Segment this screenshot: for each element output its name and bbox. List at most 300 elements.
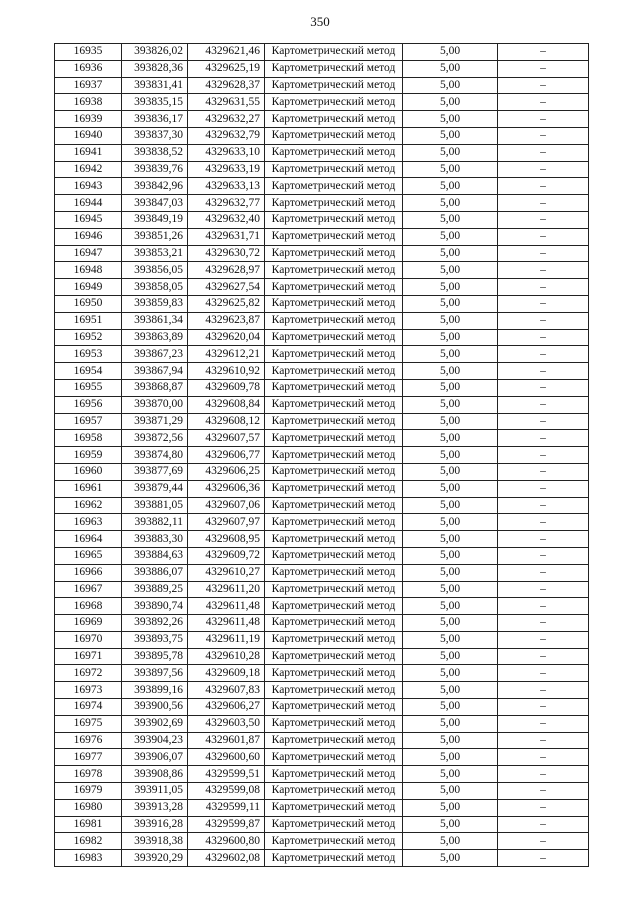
description-cell: – [498, 44, 589, 61]
method-cell: Картометрический метод [265, 547, 403, 564]
x-coordinate-cell: 393884,63 [122, 547, 188, 564]
table-row [55, 178, 589, 195]
x-coordinate-cell: 393867,23 [122, 346, 188, 363]
table-row [55, 211, 589, 228]
method-cell: Картометрический метод [265, 329, 403, 346]
description-cell: – [498, 665, 589, 682]
point-number-cell: 16951 [55, 312, 122, 329]
y-coordinate-cell: 4329607,57 [188, 430, 265, 447]
description-cell: – [498, 430, 589, 447]
method-cell: Картометрический метод [265, 295, 403, 312]
method-cell: Картометрический метод [265, 94, 403, 111]
method-cell: Картометрический метод [265, 514, 403, 531]
x-coordinate-cell: 393913,28 [122, 799, 188, 816]
table-row [55, 396, 589, 413]
point-number-cell: 16947 [55, 245, 122, 262]
point-number-cell: 16937 [55, 77, 122, 94]
point-number-cell: 16935 [55, 44, 122, 61]
description-cell: – [498, 413, 589, 430]
description-cell: – [498, 564, 589, 581]
method-cell: Картометрический метод [265, 564, 403, 581]
x-coordinate-cell: 393916,28 [122, 816, 188, 833]
table-row [55, 430, 589, 447]
y-coordinate-cell: 4329632,27 [188, 111, 265, 128]
method-cell: Картометрический метод [265, 783, 403, 800]
table-row [55, 850, 589, 867]
error-cell: 5,00 [403, 413, 498, 430]
x-coordinate-cell: 393859,83 [122, 295, 188, 312]
description-cell: – [498, 295, 589, 312]
error-cell: 5,00 [403, 665, 498, 682]
table-row [55, 77, 589, 94]
y-coordinate-cell: 4329607,83 [188, 682, 265, 699]
table-row [55, 262, 589, 279]
method-cell: Картометрический метод [265, 396, 403, 413]
description-cell: – [498, 60, 589, 77]
method-cell: Картометрический метод [265, 732, 403, 749]
y-coordinate-cell: 4329606,36 [188, 480, 265, 497]
point-number-cell: 16939 [55, 111, 122, 128]
error-cell: 5,00 [403, 295, 498, 312]
point-number-cell: 16948 [55, 262, 122, 279]
point-number-cell: 16982 [55, 833, 122, 850]
error-cell: 5,00 [403, 564, 498, 581]
y-coordinate-cell: 4329632,40 [188, 211, 265, 228]
table-row [55, 547, 589, 564]
description-cell: – [498, 598, 589, 615]
table-row [55, 631, 589, 648]
description-cell: – [498, 850, 589, 867]
table-row [55, 295, 589, 312]
x-coordinate-cell: 393892,26 [122, 615, 188, 632]
table-row [55, 682, 589, 699]
y-coordinate-cell: 4329610,27 [188, 564, 265, 581]
method-cell: Картометрический метод [265, 665, 403, 682]
description-cell: – [498, 732, 589, 749]
method-cell: Картометрический метод [265, 833, 403, 850]
error-cell: 5,00 [403, 648, 498, 665]
description-cell: – [498, 245, 589, 262]
x-coordinate-cell: 393871,29 [122, 413, 188, 430]
description-cell: – [498, 279, 589, 296]
x-coordinate-cell: 393879,44 [122, 480, 188, 497]
error-cell: 5,00 [403, 531, 498, 548]
x-coordinate-cell: 393881,05 [122, 497, 188, 514]
method-cell: Картометрический метод [265, 413, 403, 430]
description-cell: – [498, 144, 589, 161]
x-coordinate-cell: 393867,94 [122, 363, 188, 380]
point-number-cell: 16974 [55, 699, 122, 716]
description-cell: – [498, 749, 589, 766]
table-row [55, 615, 589, 632]
table-row [55, 44, 589, 61]
x-coordinate-cell: 393835,15 [122, 94, 188, 111]
x-coordinate-cell: 393911,05 [122, 783, 188, 800]
x-coordinate-cell: 393902,69 [122, 715, 188, 732]
x-coordinate-cell: 393906,07 [122, 749, 188, 766]
point-number-cell: 16968 [55, 598, 122, 615]
description-cell: – [498, 228, 589, 245]
description-cell: – [498, 799, 589, 816]
table-body [55, 44, 589, 867]
point-number-cell: 16946 [55, 228, 122, 245]
y-coordinate-cell: 4329599,11 [188, 799, 265, 816]
error-cell: 5,00 [403, 514, 498, 531]
x-coordinate-cell: 393837,30 [122, 127, 188, 144]
error-cell: 5,00 [403, 195, 498, 212]
x-coordinate-cell: 393839,76 [122, 161, 188, 178]
error-cell: 5,00 [403, 699, 498, 716]
y-coordinate-cell: 4329610,28 [188, 648, 265, 665]
x-coordinate-cell: 393904,23 [122, 732, 188, 749]
method-cell: Картометрический метод [265, 195, 403, 212]
y-coordinate-cell: 4329610,92 [188, 363, 265, 380]
table-row [55, 312, 589, 329]
point-number-cell: 16943 [55, 178, 122, 195]
x-coordinate-cell: 393856,05 [122, 262, 188, 279]
method-cell: Картометрический метод [265, 850, 403, 867]
description-cell: – [498, 178, 589, 195]
y-coordinate-cell: 4329631,71 [188, 228, 265, 245]
table-row [55, 447, 589, 464]
method-cell: Картометрический метод [265, 279, 403, 296]
y-coordinate-cell: 4329632,77 [188, 195, 265, 212]
point-number-cell: 16941 [55, 144, 122, 161]
x-coordinate-cell: 393863,89 [122, 329, 188, 346]
description-cell: – [498, 161, 589, 178]
x-coordinate-cell: 393838,52 [122, 144, 188, 161]
method-cell: Картометрический метод [265, 531, 403, 548]
point-number-cell: 16973 [55, 682, 122, 699]
error-cell: 5,00 [403, 631, 498, 648]
table-row [55, 514, 589, 531]
table-row [55, 413, 589, 430]
point-number-cell: 16944 [55, 195, 122, 212]
y-coordinate-cell: 4329608,95 [188, 531, 265, 548]
error-cell: 5,00 [403, 430, 498, 447]
description-cell: – [498, 715, 589, 732]
method-cell: Картометрический метод [265, 799, 403, 816]
description-cell: – [498, 833, 589, 850]
coordinates-table [54, 43, 589, 867]
method-cell: Картометрический метод [265, 749, 403, 766]
y-coordinate-cell: 4329633,19 [188, 161, 265, 178]
point-number-cell: 16970 [55, 631, 122, 648]
point-number-cell: 16965 [55, 547, 122, 564]
error-cell: 5,00 [403, 715, 498, 732]
method-cell: Картометрический метод [265, 615, 403, 632]
error-cell: 5,00 [403, 850, 498, 867]
y-coordinate-cell: 4329609,72 [188, 547, 265, 564]
x-coordinate-cell: 393882,11 [122, 514, 188, 531]
y-coordinate-cell: 4329607,06 [188, 497, 265, 514]
method-cell: Картометрический метод [265, 60, 403, 77]
method-cell: Картометрический метод [265, 346, 403, 363]
description-cell: – [498, 531, 589, 548]
point-number-cell: 16961 [55, 480, 122, 497]
method-cell: Картометрический метод [265, 430, 403, 447]
error-cell: 5,00 [403, 615, 498, 632]
page-number: 350 [310, 14, 330, 29]
point-number-cell: 16969 [55, 615, 122, 632]
x-coordinate-cell: 393900,56 [122, 699, 188, 716]
y-coordinate-cell: 4329606,27 [188, 699, 265, 716]
description-cell: – [498, 480, 589, 497]
y-coordinate-cell: 4329599,87 [188, 816, 265, 833]
description-cell: – [498, 195, 589, 212]
description-cell: – [498, 77, 589, 94]
point-number-cell: 16980 [55, 799, 122, 816]
y-coordinate-cell: 4329630,72 [188, 245, 265, 262]
method-cell: Картометрический метод [265, 682, 403, 699]
point-number-cell: 16954 [55, 363, 122, 380]
description-cell: – [498, 396, 589, 413]
error-cell: 5,00 [403, 497, 498, 514]
table-row [55, 279, 589, 296]
error-cell: 5,00 [403, 262, 498, 279]
error-cell: 5,00 [403, 94, 498, 111]
method-cell: Картометрический метод [265, 699, 403, 716]
x-coordinate-cell: 393920,29 [122, 850, 188, 867]
y-coordinate-cell: 4329600,80 [188, 833, 265, 850]
y-coordinate-cell: 4329608,84 [188, 396, 265, 413]
description-cell: – [498, 581, 589, 598]
description-cell: – [498, 94, 589, 111]
description-cell: – [498, 127, 589, 144]
error-cell: 5,00 [403, 279, 498, 296]
point-number-cell: 16959 [55, 447, 122, 464]
error-cell: 5,00 [403, 77, 498, 94]
method-cell: Картометрический метод [265, 631, 403, 648]
error-cell: 5,00 [403, 799, 498, 816]
description-cell: – [498, 766, 589, 783]
description-cell: – [498, 682, 589, 699]
method-cell: Картометрический метод [265, 581, 403, 598]
y-coordinate-cell: 4329601,87 [188, 732, 265, 749]
y-coordinate-cell: 4329633,13 [188, 178, 265, 195]
x-coordinate-cell: 393826,02 [122, 44, 188, 61]
table-row [55, 699, 589, 716]
x-coordinate-cell: 393886,07 [122, 564, 188, 581]
point-number-cell: 16952 [55, 329, 122, 346]
x-coordinate-cell: 393895,78 [122, 648, 188, 665]
error-cell: 5,00 [403, 547, 498, 564]
y-coordinate-cell: 4329607,97 [188, 514, 265, 531]
method-cell: Картометрический метод [265, 312, 403, 329]
y-coordinate-cell: 4329632,79 [188, 127, 265, 144]
point-number-cell: 16976 [55, 732, 122, 749]
x-coordinate-cell: 393918,38 [122, 833, 188, 850]
method-cell: Картометрический метод [265, 262, 403, 279]
description-cell: – [498, 497, 589, 514]
x-coordinate-cell: 393831,41 [122, 77, 188, 94]
y-coordinate-cell: 4329606,77 [188, 447, 265, 464]
point-number-cell: 16942 [55, 161, 122, 178]
point-number-cell: 16967 [55, 581, 122, 598]
table-row [55, 766, 589, 783]
x-coordinate-cell: 393889,25 [122, 581, 188, 598]
method-cell: Картометрический метод [265, 766, 403, 783]
table-row [55, 564, 589, 581]
table-row [55, 783, 589, 800]
error-cell: 5,00 [403, 211, 498, 228]
y-coordinate-cell: 4329611,48 [188, 598, 265, 615]
table-row [55, 144, 589, 161]
point-number-cell: 16945 [55, 211, 122, 228]
method-cell: Картометрический метод [265, 77, 403, 94]
x-coordinate-cell: 393893,75 [122, 631, 188, 648]
description-cell: – [498, 463, 589, 480]
method-cell: Картометрический метод [265, 111, 403, 128]
y-coordinate-cell: 4329623,87 [188, 312, 265, 329]
error-cell: 5,00 [403, 766, 498, 783]
description-cell: – [498, 329, 589, 346]
description-cell: – [498, 514, 589, 531]
x-coordinate-cell: 393870,00 [122, 396, 188, 413]
error-cell: 5,00 [403, 363, 498, 380]
y-coordinate-cell: 4329621,46 [188, 44, 265, 61]
point-number-cell: 16950 [55, 295, 122, 312]
point-number-cell: 16949 [55, 279, 122, 296]
point-number-cell: 16963 [55, 514, 122, 531]
y-coordinate-cell: 4329600,60 [188, 749, 265, 766]
y-coordinate-cell: 4329628,97 [188, 262, 265, 279]
method-cell: Картометрический метод [265, 648, 403, 665]
table-row [55, 715, 589, 732]
y-coordinate-cell: 4329611,19 [188, 631, 265, 648]
error-cell: 5,00 [403, 581, 498, 598]
y-coordinate-cell: 4329625,19 [188, 60, 265, 77]
error-cell: 5,00 [403, 598, 498, 615]
point-number-cell: 16979 [55, 783, 122, 800]
description-cell: – [498, 262, 589, 279]
point-number-cell: 16962 [55, 497, 122, 514]
method-cell: Картометрический метод [265, 497, 403, 514]
point-number-cell: 16983 [55, 850, 122, 867]
method-cell: Картометрический метод [265, 228, 403, 245]
x-coordinate-cell: 393890,74 [122, 598, 188, 615]
description-cell: – [498, 648, 589, 665]
error-cell: 5,00 [403, 480, 498, 497]
description-cell: – [498, 312, 589, 329]
point-number-cell: 16978 [55, 766, 122, 783]
table-row [55, 329, 589, 346]
description-cell: – [498, 211, 589, 228]
table-row [55, 497, 589, 514]
description-cell: – [498, 447, 589, 464]
table-row [55, 363, 589, 380]
table-row [55, 245, 589, 262]
description-cell: – [498, 346, 589, 363]
table-row [55, 531, 589, 548]
x-coordinate-cell: 393836,17 [122, 111, 188, 128]
x-coordinate-cell: 393861,34 [122, 312, 188, 329]
error-cell: 5,00 [403, 245, 498, 262]
description-cell: – [498, 783, 589, 800]
x-coordinate-cell: 393874,80 [122, 447, 188, 464]
y-coordinate-cell: 4329608,12 [188, 413, 265, 430]
x-coordinate-cell: 393872,56 [122, 430, 188, 447]
y-coordinate-cell: 4329599,51 [188, 766, 265, 783]
description-cell: – [498, 111, 589, 128]
method-cell: Картометрический метод [265, 363, 403, 380]
point-number-cell: 16977 [55, 749, 122, 766]
point-number-cell: 16956 [55, 396, 122, 413]
description-cell: – [498, 816, 589, 833]
y-coordinate-cell: 4329602,08 [188, 850, 265, 867]
error-cell: 5,00 [403, 783, 498, 800]
table-row [55, 732, 589, 749]
description-cell: – [498, 631, 589, 648]
x-coordinate-cell: 393858,05 [122, 279, 188, 296]
method-cell: Картометрический метод [265, 379, 403, 396]
method-cell: Картометрический метод [265, 816, 403, 833]
x-coordinate-cell: 393851,26 [122, 228, 188, 245]
error-cell: 5,00 [403, 816, 498, 833]
error-cell: 5,00 [403, 749, 498, 766]
point-number-cell: 16953 [55, 346, 122, 363]
table-row [55, 833, 589, 850]
table-row [55, 161, 589, 178]
point-number-cell: 16966 [55, 564, 122, 581]
x-coordinate-cell: 393897,56 [122, 665, 188, 682]
error-cell: 5,00 [403, 396, 498, 413]
point-number-cell: 16955 [55, 379, 122, 396]
error-cell: 5,00 [403, 144, 498, 161]
method-cell: Картометрический метод [265, 715, 403, 732]
table-row [55, 463, 589, 480]
x-coordinate-cell: 393868,87 [122, 379, 188, 396]
description-cell: – [498, 699, 589, 716]
table-row [55, 598, 589, 615]
table-row [55, 749, 589, 766]
y-coordinate-cell: 4329625,82 [188, 295, 265, 312]
table-row [55, 111, 589, 128]
error-cell: 5,00 [403, 60, 498, 77]
x-coordinate-cell: 393899,16 [122, 682, 188, 699]
method-cell: Картометрический метод [265, 161, 403, 178]
x-coordinate-cell: 393883,30 [122, 531, 188, 548]
method-cell: Картометрический метод [265, 127, 403, 144]
y-coordinate-cell: 4329628,37 [188, 77, 265, 94]
x-coordinate-cell: 393847,03 [122, 195, 188, 212]
method-cell: Картометрический метод [265, 245, 403, 262]
table-row [55, 799, 589, 816]
error-cell: 5,00 [403, 463, 498, 480]
x-coordinate-cell: 393828,36 [122, 60, 188, 77]
point-number-cell: 16960 [55, 463, 122, 480]
y-coordinate-cell: 4329609,78 [188, 379, 265, 396]
y-coordinate-cell: 4329612,21 [188, 346, 265, 363]
point-number-cell: 16957 [55, 413, 122, 430]
error-cell: 5,00 [403, 682, 498, 699]
x-coordinate-cell: 393908,86 [122, 766, 188, 783]
y-coordinate-cell: 4329611,20 [188, 581, 265, 598]
method-cell: Картометрический метод [265, 144, 403, 161]
table-row [55, 94, 589, 111]
table-row [55, 60, 589, 77]
method-cell: Картометрический метод [265, 463, 403, 480]
description-cell: – [498, 363, 589, 380]
error-cell: 5,00 [403, 447, 498, 464]
error-cell: 5,00 [403, 44, 498, 61]
table-row [55, 581, 589, 598]
method-cell: Картометрический метод [265, 447, 403, 464]
point-number-cell: 16958 [55, 430, 122, 447]
description-cell: – [498, 379, 589, 396]
table-row [55, 665, 589, 682]
y-coordinate-cell: 4329609,18 [188, 665, 265, 682]
